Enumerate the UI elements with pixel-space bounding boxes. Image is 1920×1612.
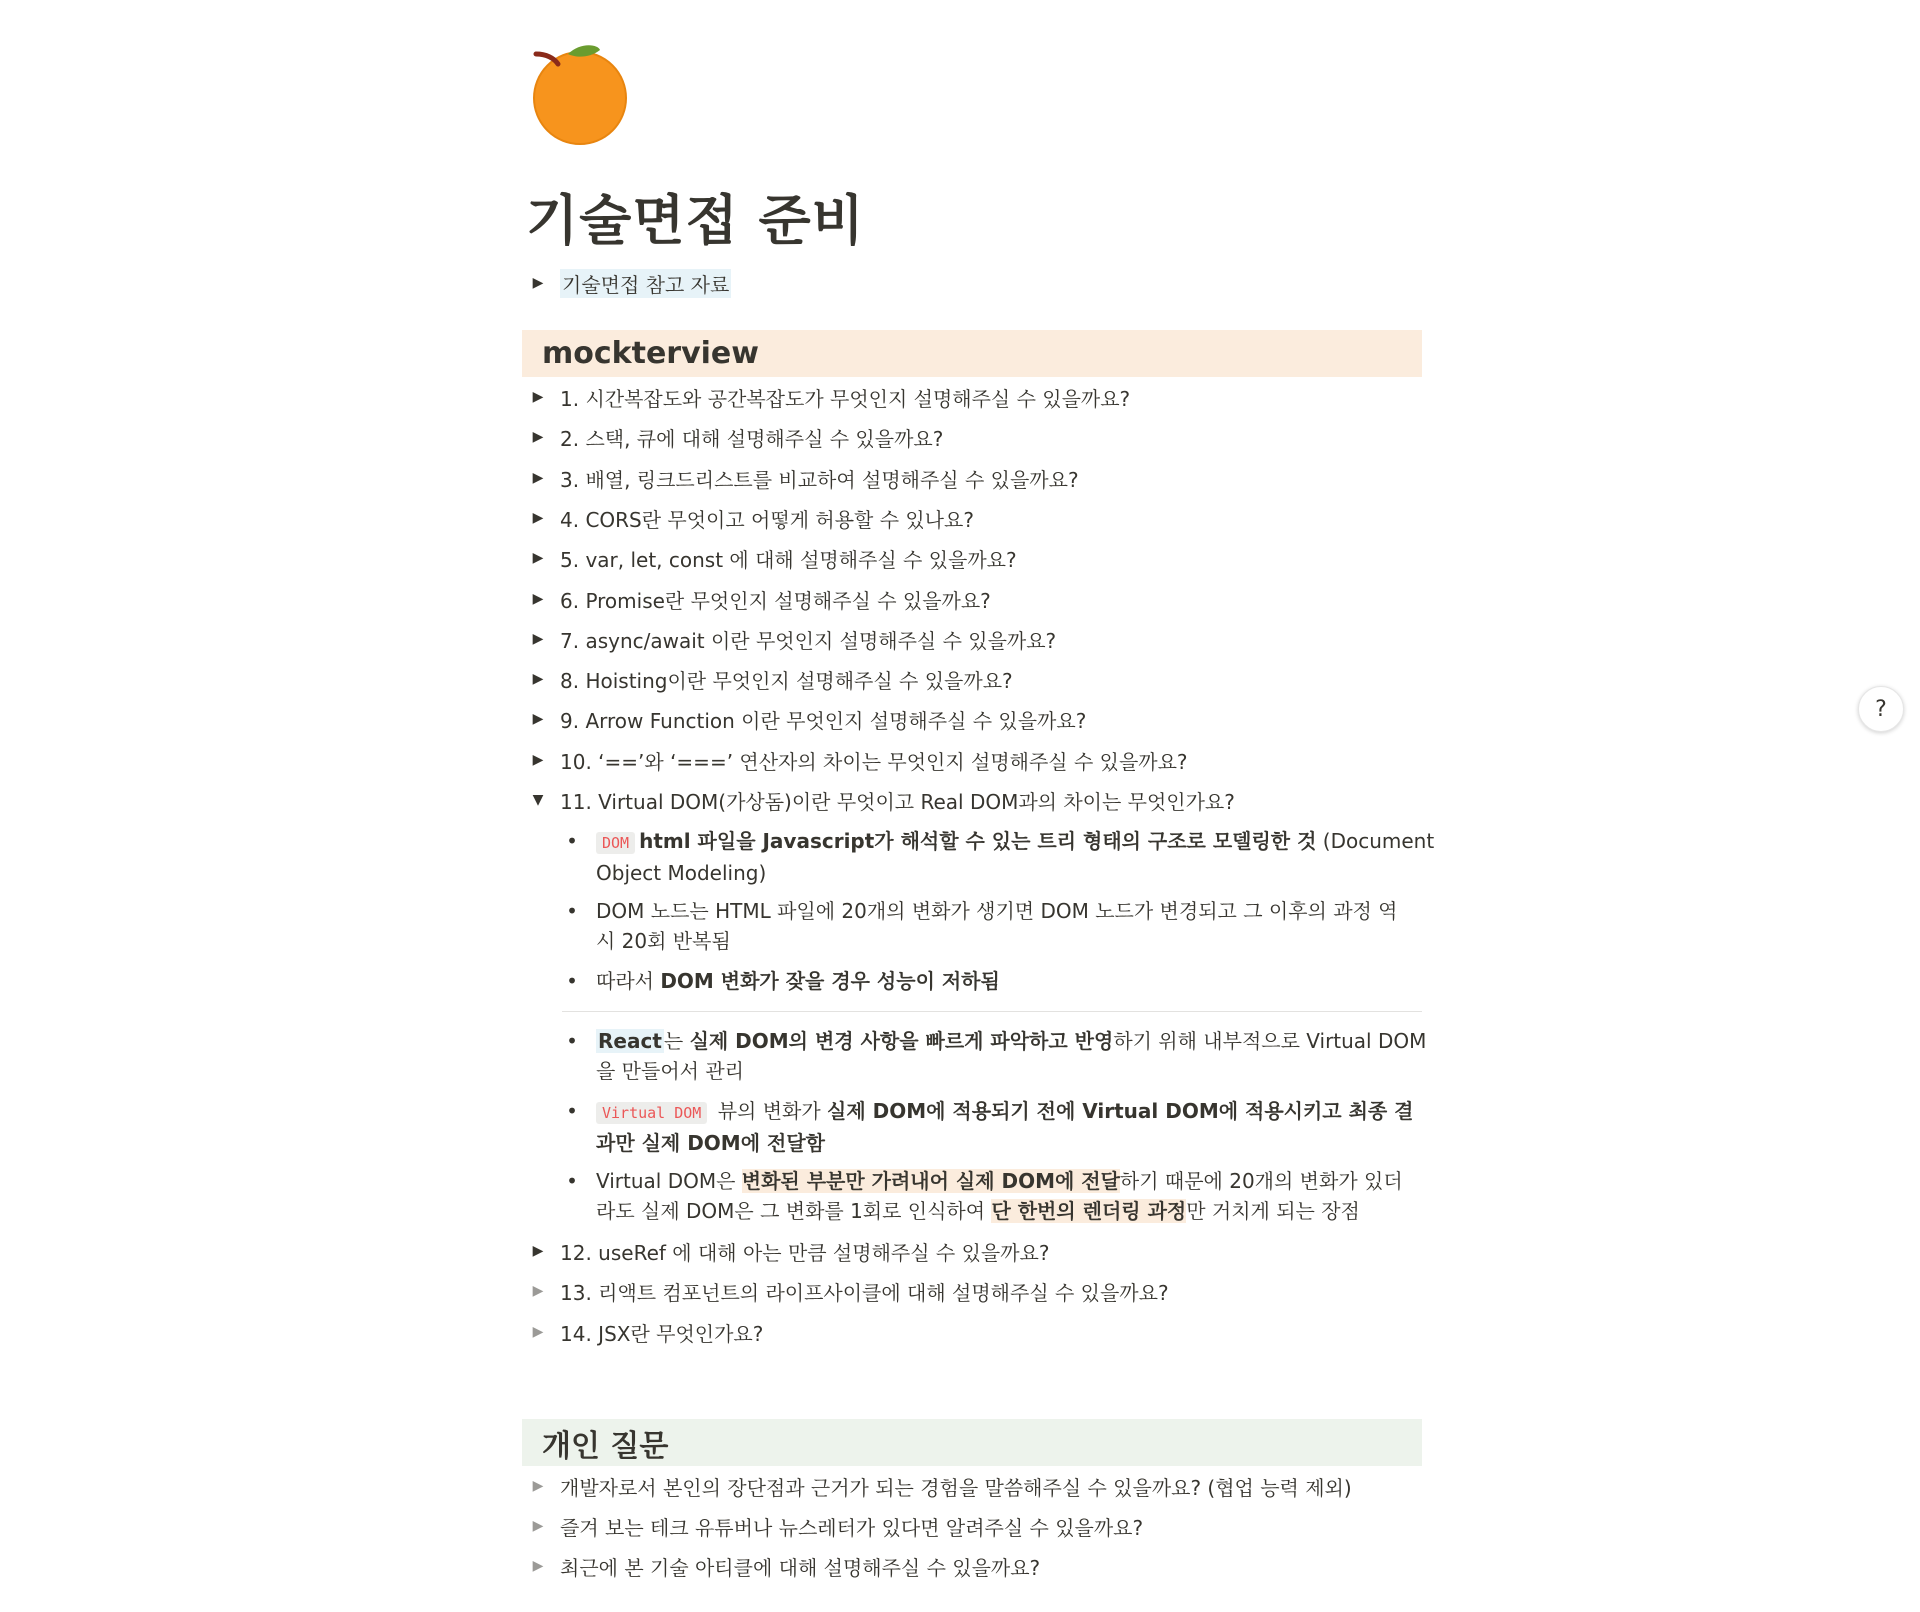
bullet-icon: • [566,1099,578,1123]
text: 뷰의 변화가 [711,1099,828,1123]
toggle-label: 10. ‘==’와 ‘===’ 연산자의 차이는 무엇인지 설명해주실 수 있을까요? [560,749,1188,774]
toggle-item-expanded[interactable] [522,783,1235,817]
list-item [562,1096,1422,1158]
toggle-item[interactable] [522,501,974,535]
bold-text: html 파일을 Javascript가 해석할 수 있는 트리 형태의 구조로 모델링한 것 [639,829,1317,853]
inline-code: Virtual DOM [596,1102,707,1124]
toggle-item[interactable] [522,702,1086,736]
toggle-item[interactable] [522,1549,1040,1583]
bold-text: DOM 변화가 잦을 경우 성능이 저하됨 [660,969,1000,993]
toggle-label: 개발자로서 본인의 장단점과 근거가 되는 경험을 말씀해주실 수 있을까요? (협업 능력 제외) [560,1475,1352,1500]
bold-text: 실제 DOM에 적용되기 전에 Virtual DOM에 적용시키고 최종 결 [827,1099,1414,1123]
toggle-item[interactable] [522,1509,1143,1543]
triangle-right-icon[interactable]: ▶ [532,1243,544,1259]
triangle-right-icon[interactable]: ▶ [532,671,544,687]
triangle-right-icon[interactable]: ▶ [532,275,544,291]
toggle-label: 14. JSX란 무엇인가요? [560,1321,764,1346]
bullet-icon: • [566,829,578,853]
text: 하기 때문에 20개의 변화가 있더 [1119,1169,1403,1193]
list-item [562,826,1435,888]
toggle-item[interactable] [522,1315,763,1349]
toggle-label: 8. Hoisting이란 무엇인지 설명해주실 수 있을까요? [560,668,1013,693]
toggle-label: 3. 배열, 링크드리스트를 비교하여 설명해주실 수 있을까요? [560,467,1079,492]
toggle-label: 기술면접 참고 자료 [560,269,731,298]
toggle-item[interactable] [522,420,943,454]
toggle-item[interactable] [522,622,1056,656]
toggle-label: 즐겨 보는 테크 유튜버나 뉴스레터가 있다면 알려주실 수 있을까요? [560,1515,1144,1540]
text: 는 [663,1029,690,1053]
section-heading-personal: 개인 질문 [522,1419,1422,1466]
section-heading-mockterview: mockterview [522,330,1422,377]
triangle-right-icon[interactable]: ▶ [532,470,544,486]
toggle-label: 6. Promise란 무엇인지 설명해주실 수 있을까요? [560,588,991,613]
text: 만 거치게 되는 장점 [1186,1199,1360,1223]
orange-icon[interactable] [528,40,628,150]
toggle-item[interactable] [522,1274,1169,1308]
list-item [562,1166,1422,1226]
toggle-label: 12. useRef 에 대해 아는 만큼 설명해주실 수 있을까요? [560,1240,1050,1265]
toggle-label: 7. async/await 이란 무엇인지 설명해주실 수 있을까요? [560,628,1057,653]
bullet-icon: • [566,1169,578,1193]
triangle-right-icon[interactable]: ▶ [532,752,544,768]
toggle-item[interactable] [522,662,1013,696]
triangle-right-icon[interactable]: ▶ [532,510,544,526]
triangle-right-icon[interactable]: ▶ [532,1283,544,1299]
text: 을 만들어서 관리 [596,1059,744,1083]
text: 하기 위해 내부적으로 Virtual DOM [1113,1029,1427,1053]
bullet-icon: • [566,969,578,993]
triangle-right-icon[interactable]: ▶ [532,1518,544,1534]
toggle-item[interactable] [522,1469,1352,1503]
highlight-text: 단 한번의 렌더링 과정 [991,1199,1187,1223]
text: Virtual DOM은 [596,1169,742,1193]
text: (Document [1316,829,1435,853]
triangle-right-icon[interactable]: ▶ [532,591,544,607]
text: 시 20회 반복됨 [596,929,731,953]
toggle-item[interactable] [522,380,1130,414]
bold-text: 실제 DOM의 변경 사항을 빠르게 파악하고 반영 [689,1029,1114,1053]
toggle-label: 11. Virtual DOM(가상돔)이란 무엇이고 Real DOM과의 차이는 무엇인가요? [560,789,1235,814]
triangle-down-icon[interactable]: ▼ [532,792,544,808]
toggle-item[interactable] [522,743,1188,777]
toggle-label: 9. Arrow Function 이란 무엇인지 설명해주실 수 있을까요? [560,708,1087,733]
toggle-item[interactable] [522,1234,1049,1268]
triangle-right-icon[interactable]: ▶ [532,429,544,445]
toggle-item[interactable] [522,541,1017,575]
page-title: 기술면접 준비 [526,189,865,252]
list-item [562,1026,1427,1086]
inline-code: DOM [596,832,635,854]
toggle-label: 1. 시간복잡도와 공간복잡도가 무엇인지 설명해주실 수 있을까요? [560,386,1131,411]
toggle-label: 2. 스택, 큐에 대해 설명해주실 수 있을까요? [560,426,944,451]
list-item [562,896,1422,956]
bullet-icon: • [566,1029,578,1053]
text: 라도 실제 DOM은 그 변화를 1회로 인식하여 [596,1199,992,1223]
toggle-label: 4. CORS란 무엇이고 어떻게 허용할 수 있나요? [560,507,974,532]
bold-text: 과만 실제 DOM에 전달함 [596,1131,825,1155]
triangle-right-icon[interactable]: ▶ [532,550,544,566]
text: 따라서 [596,969,661,993]
toggle-reference[interactable] [522,266,731,300]
text: DOM 노드는 HTML 파일에 20개의 변화가 생기면 DOM 노드가 변경되고 그 이후의 과정 역 [596,899,1398,923]
toggle-item[interactable] [522,461,1079,495]
triangle-right-icon[interactable]: ▶ [532,711,544,727]
triangle-right-icon[interactable]: ▶ [532,1558,544,1574]
bullet-icon: • [566,899,578,923]
divider [562,1011,1422,1012]
highlight-text: 변화된 부분만 가려내어 실제 DOM에 전달 [741,1169,1120,1193]
triangle-right-icon[interactable]: ▶ [532,1324,544,1340]
toggle-label: 5. var, let, const 에 대해 설명해주실 수 있을까요? [560,547,1017,572]
list-item [562,966,1422,996]
toggle-label: 13. 리액트 컴포넌트의 라이프사이클에 대해 설명해주실 수 있을까요? [560,1280,1169,1305]
help-button[interactable]: ? [1858,686,1904,732]
text: Object Modeling) [596,861,767,885]
highlight-text: React [598,1029,662,1053]
triangle-right-icon[interactable]: ▶ [532,389,544,405]
toggle-label: 최근에 본 기술 아티클에 대해 설명해주실 수 있을까요? [560,1555,1041,1580]
triangle-right-icon[interactable]: ▶ [532,631,544,647]
triangle-right-icon[interactable]: ▶ [532,1478,544,1494]
toggle-item[interactable] [522,582,991,616]
